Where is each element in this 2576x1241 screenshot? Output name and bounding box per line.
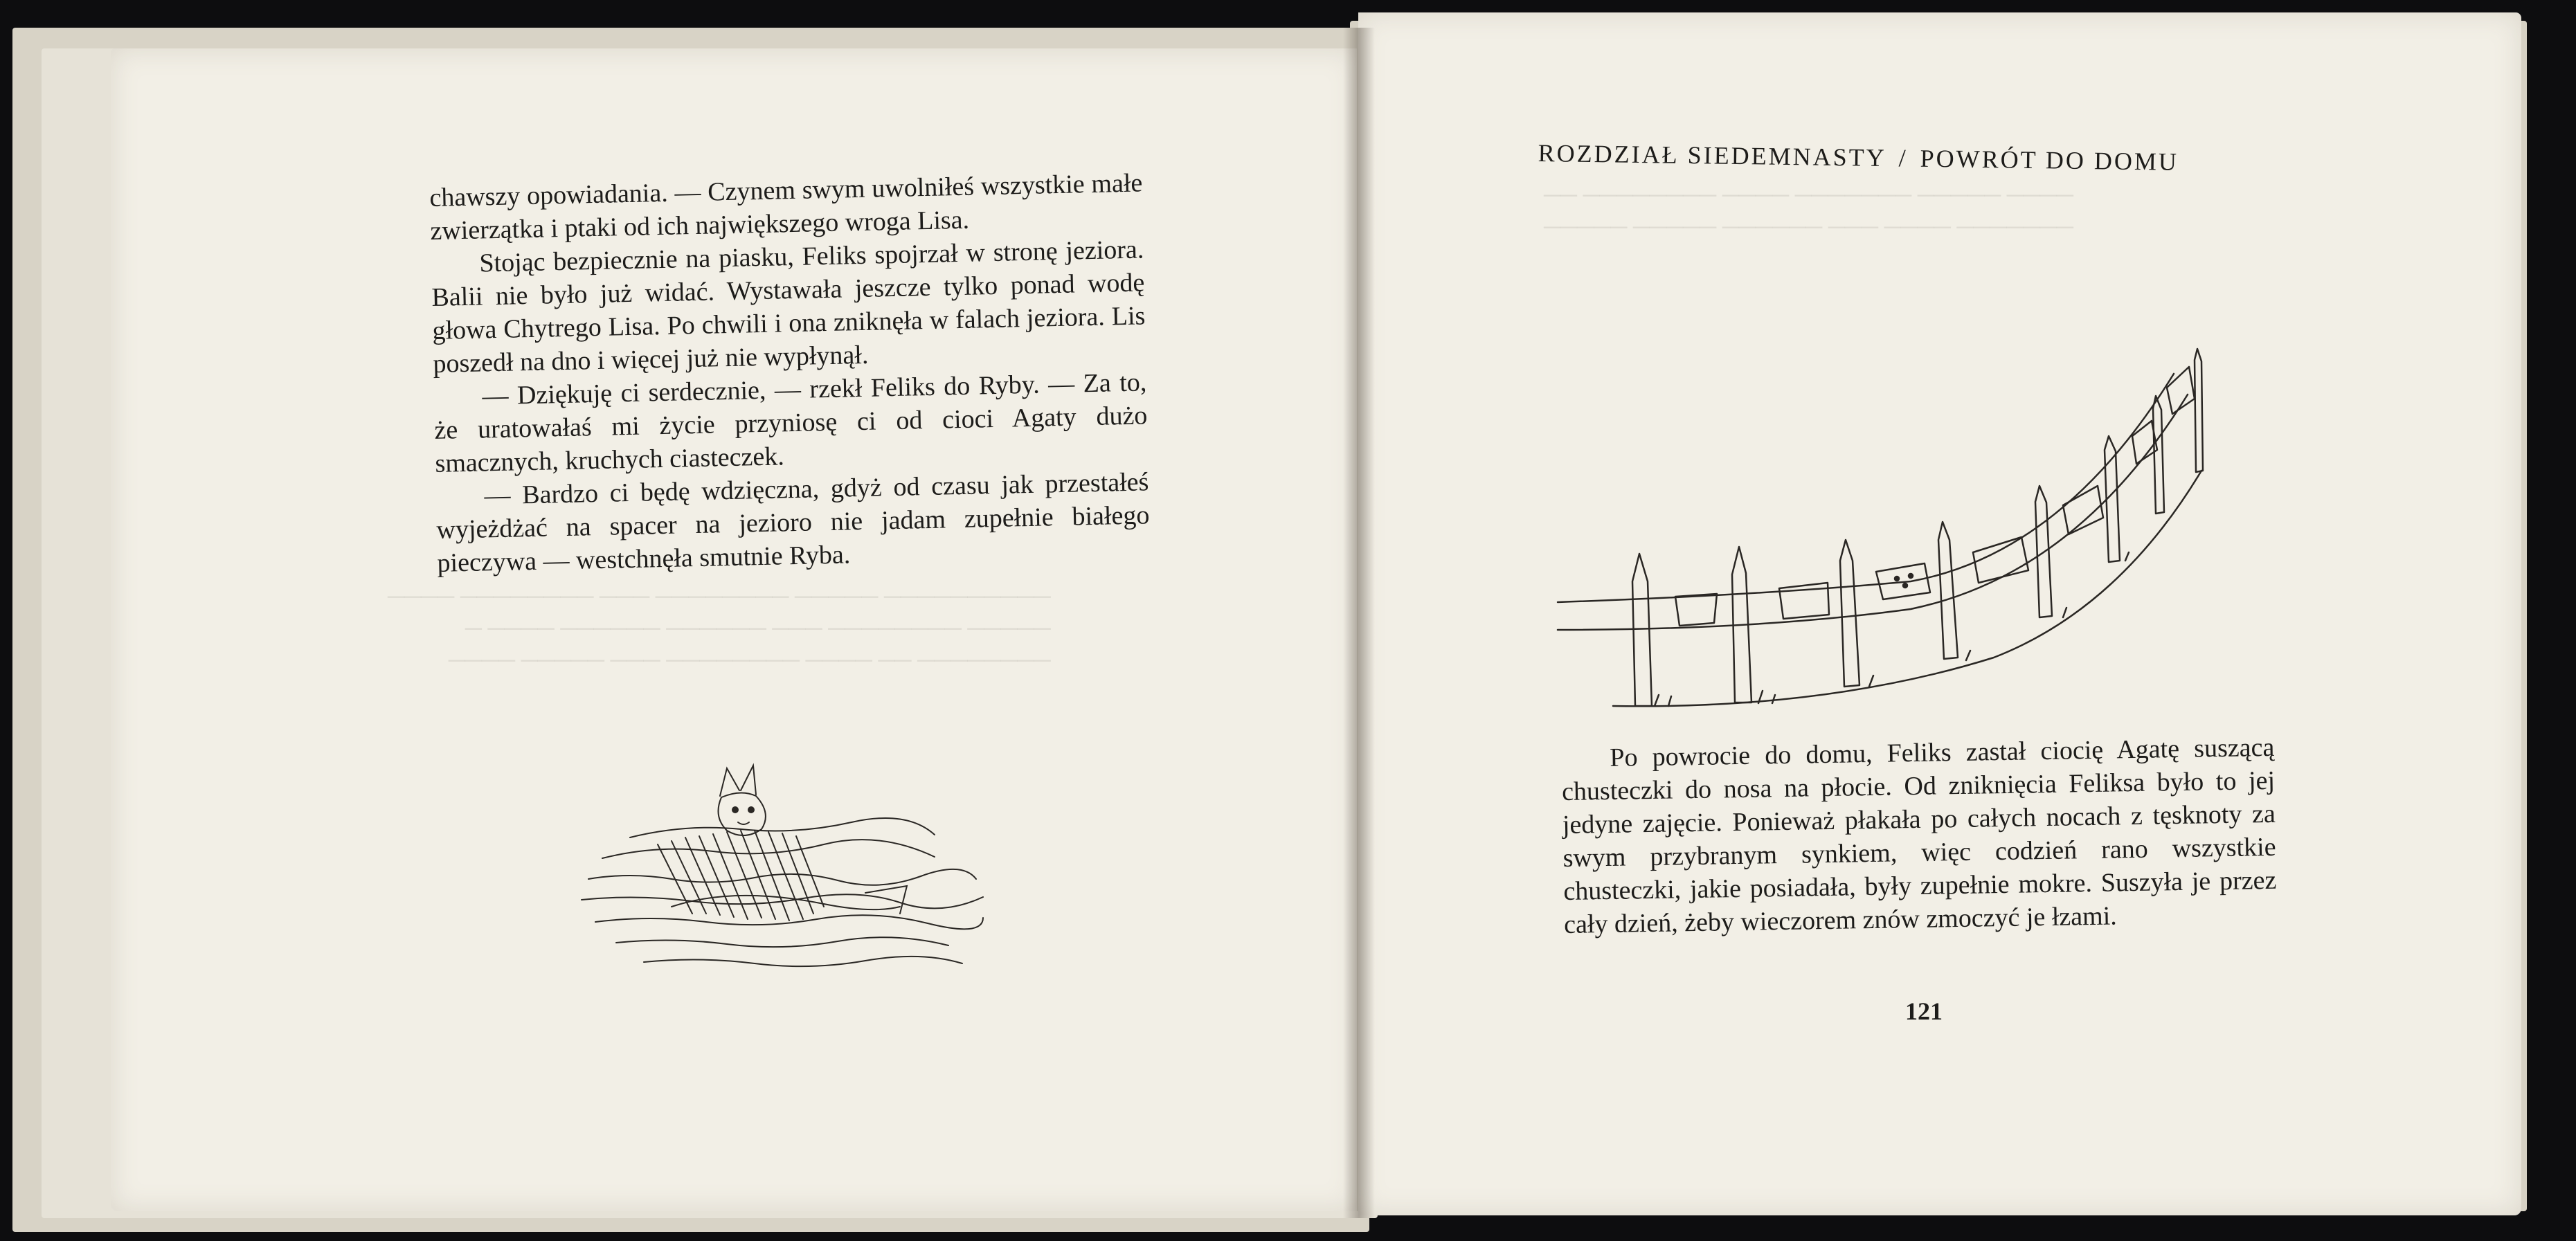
right-page-text <box>1561 731 2277 941</box>
fence-with-handkerchiefs-sketch-illustration <box>1551 332 2229 720</box>
book-gutter <box>1343 28 1375 1218</box>
paragraph: Stojąc bezpiecznie na piasku, Feliks spojrzał w stronę jeziora. Balii nie było już widać. Wystawała jeszcze tylko ponad wodę głowa Chytrego Lisa. Po chwili i ona zniknęła w falach jeziora. Lis poszedł na dno i więcej już nie wypłynął. <box>431 235 1146 379</box>
left-page-text <box>429 166 1151 579</box>
fox-drowning-sketch-illustration <box>575 741 990 990</box>
page-number: 121 <box>1905 997 1943 1025</box>
show-through-right: ──── ───── ─────── ──── ──────── ── ─────── ──── ─── ────── ───── ───── <box>1544 183 2074 240</box>
show-through-left: ────────── ───── ──────── ─── ──────── ──── ───── ──────── ─── ────── ────── ──── ─ ──────── ── ──── ──────── ─── ───── ──── <box>388 584 1051 673</box>
chapter-title: ROZDZIAŁ SIEDEMNASTY <box>1538 138 1886 172</box>
paragraph: Po powrocie do domu, Feliks zastał ciocię Agatę suszącą chusteczki do nosa na płocie. Od zniknięcia Feliksa było to jej jedyne zajęcie. Ponieważ płakała po całych nocach z tęsknoty za swym przybranym synkiem, więc codzień rano wszystkie chusteczki, jakie posiadała, były zupełnie mokre. Suszyła je przez cały dzień, żeby wieczorem znów zmoczyć je łzami. <box>1561 732 2277 939</box>
paragraph: — Bardzo ci będę wdzięczna, gdyż od czasu jak przestałeś wyjeżdżać na spacer na jezioro nie jadam zupełnie białego pieczywa — westchnęła smutnie Ryba. <box>436 467 1150 578</box>
paragraph: — Dziękuję ci serdecznie, — rzekł Feliks do Ryby. — Za to, że uratowałaś mi życie przyniosę ci od cioci Agaty dużo smacznych, kruchych ciasteczek. <box>434 368 1148 478</box>
paragraph: chawszy opowiadania. — Czynem swym uwolniłeś wszystkie małe zwierzątka i ptaki od ich największego wroga Lisa. <box>429 168 1143 246</box>
chapter-subtitle: POWRÓT DO DOMU <box>1920 144 2179 176</box>
header-separator: / <box>1898 144 1908 172</box>
